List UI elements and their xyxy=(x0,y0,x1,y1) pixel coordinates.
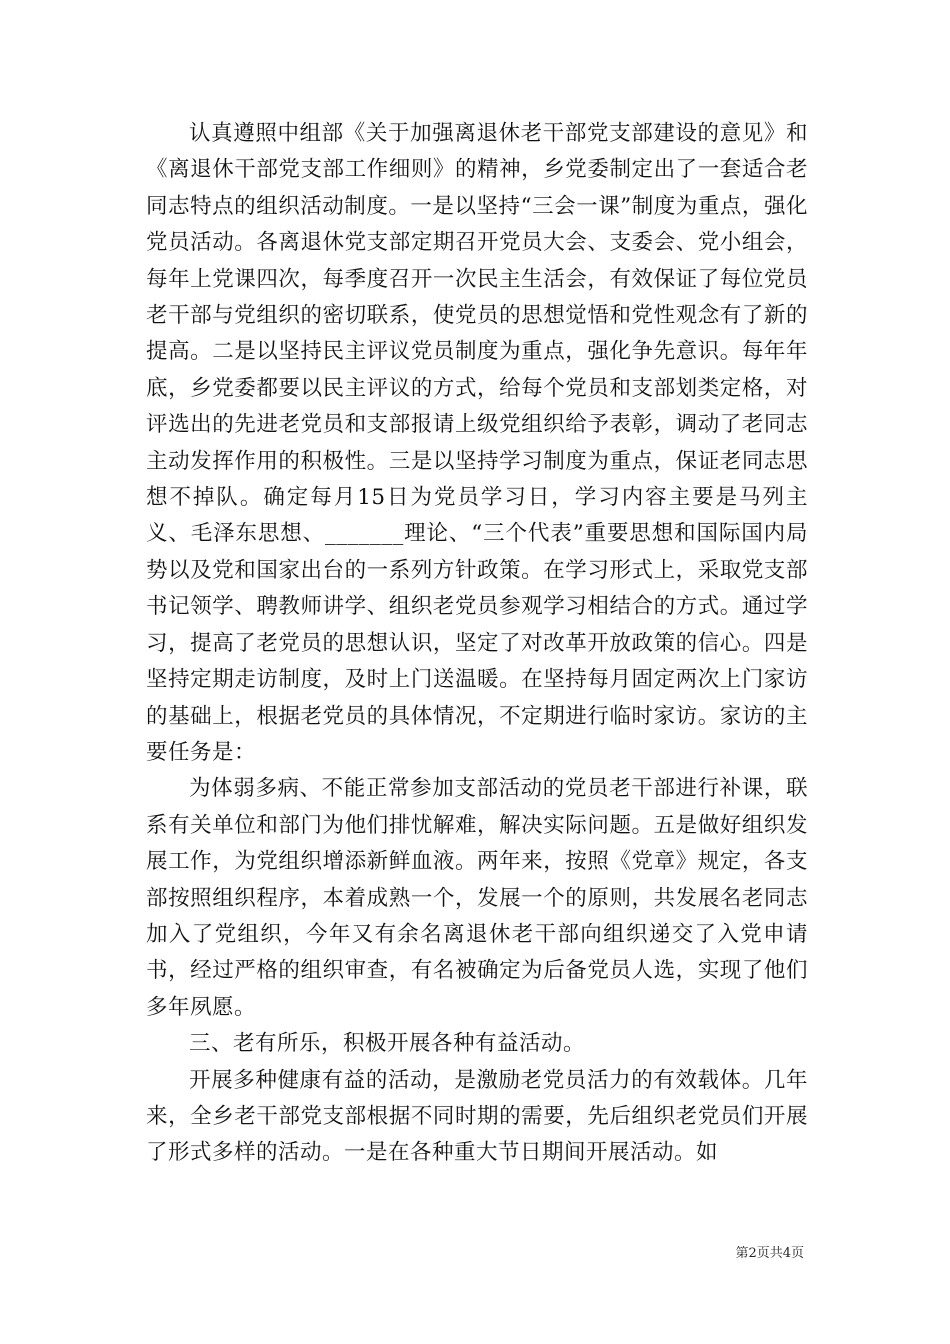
paragraph-1: 认真遵照中组部《关于加强离退休老干部党支部建设的意见》和《离退休干部党支部工作细则》的精神，乡党委制定出了一套适合老同志特点的组织活动制度。一是以坚持“三会一课”制度为重点，强化党员活动。各离退休党支部定期召开党员大会、支委会、党小组会，每年上党课四次，每季度召开一次民主生活会，有效保证了每位党员老干部与党组织的密切联系，使党员的思想觉悟和党性观念有了新的提高。二是以坚持民主评议党员制度为重点，强化争先意识。每年年底，乡党委都要以民主评议的方式，给每个党员和支部划类定格，对评选出的先进老党员和支部报请上级党组织给予表彰，调动了老同志主动发挥作用的积极性。三是以坚持学习制度为重点，保证老同志思想不掉队。确定每月15日为党员学习日，学习内容主要是马列主义、毛泽东思想、_______理论、“三个代表”重要思想和国际国内局势以及党和国家出台的一系列方针政策。在学习形式上，采取党支部书记领学、聘教师讲学、组织老党员参观学习相结合的方式。通过学习，提高了老党员的思想认识，坚定了对改革开放政策的信心。四是坚持定期走访制度，及时上门送温暖。在坚持每月固定两次上门家访的基础上，根据老党员的具体情况，不定期进行临时家访。家访的主要任务是： xyxy=(146,121,808,765)
paragraph-2: 为体弱多病、不能正常参加支部活动的党员老干部进行补课，联系有关单位和部门为他们排忧解难，解决实际问题。五是做好组织发展工作，为党组织增添新鲜血液。两年来，按照《党章》规定，各支部按照组织程序，本着成熟一个，发展一个的原则，共发展名老同志加入了党组织，今年又有余名离退休老干部向组织递交了入党申请书，经过严格的组织审查，有名被确定为后备党员人选，实现了他们多年夙愿。 xyxy=(146,776,808,1020)
paragraph-4: 开展多种健康有益的活动，是激励老党员活力的有效载体。几年来，全乡老干部党支部根据不同时期的需要，先后组织老党员们开展了形式多样的活动。一是在各种重大节日期间开展活动。如 xyxy=(146,1067,808,1166)
document-body xyxy=(146,116,808,1172)
page-number-footer: 第2页共4页 xyxy=(735,1246,804,1261)
paragraph-3-heading: 三、老有所乐，积极开展各种有益活动。 xyxy=(189,1031,586,1057)
